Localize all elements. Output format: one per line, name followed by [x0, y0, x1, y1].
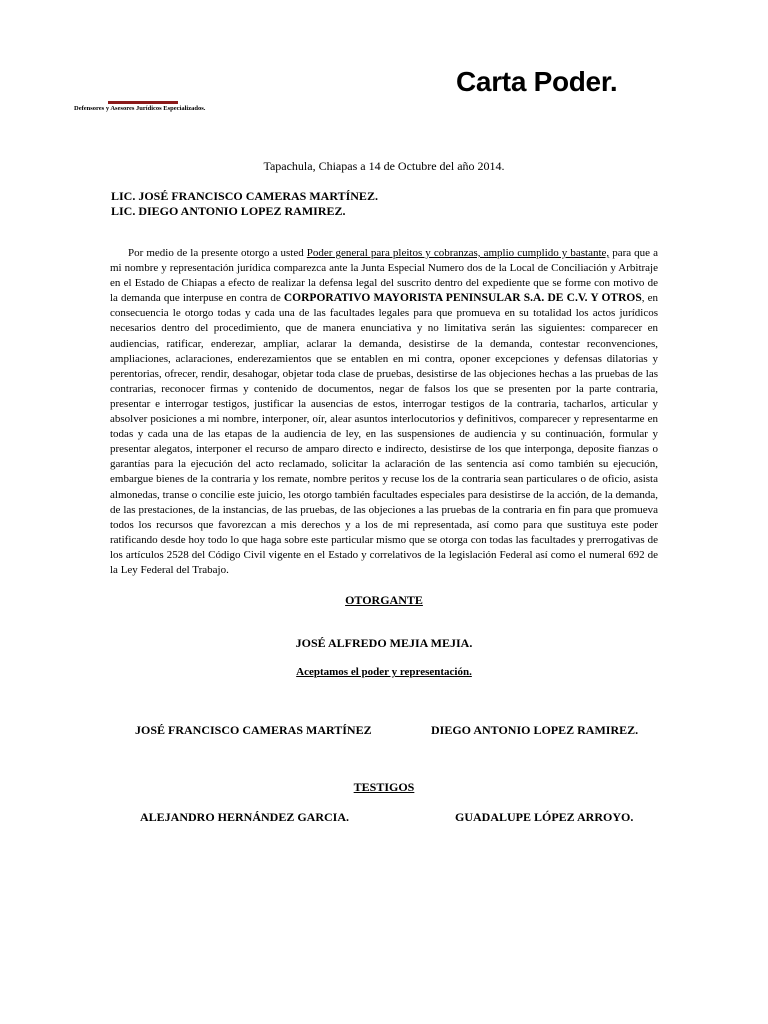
attorney-signature-2: DIEGO ANTONIO LOPEZ RAMIREZ.: [431, 723, 639, 737]
witness-2-name: GUADALUPE LÓPEZ ARROYO.: [455, 810, 634, 824]
grantor-heading: OTORGANTE: [345, 593, 423, 607]
witness-1-name: ALEJANDRO HERNÁNDEZ GARCIA.: [140, 810, 350, 824]
logo-accent-bar: [108, 101, 178, 104]
body-intro: Por medio de la presente otorgo a usted: [128, 247, 307, 259]
defendant-name: CORPORATIVO MAYORISTA PENINSULAR S.A. DE C.V. Y OTROS: [283, 292, 642, 305]
body-paragraph: [110, 246, 658, 578]
addressee-2: LIC. DIEGO ANTONIO LOPEZ RAMIREZ.: [111, 204, 346, 218]
place-and-date: Tapachula, Chiapas a 14 de Octubre del año 2014.: [263, 159, 505, 173]
acceptance-statement: Aceptamos el poder y representación.: [296, 666, 472, 678]
body-text-1: para que a mi nombre y representación jurídica comparezca ante la Junta Especial Numero dos de la Local de Conciliación y Arbitraje en el Estado de Chiapas a efecto de realizar la defensa legal del suscrito dentro del expediente que se forme con motivo de la demanda que interpuse en contra de: [110, 247, 659, 305]
document-title: Carta Poder.: [456, 66, 618, 97]
power-type: Poder general para pleitos y cobranzas, amplio cumplido y bastante,: [306, 247, 610, 259]
addressee-1: LIC. JOSÉ FRANCISCO CAMERAS MARTÍNEZ.: [111, 189, 378, 203]
firm-name: Defensores y Asesores Jurídicos Especializados.: [74, 105, 206, 112]
body-text-2: , en consecuencia le otorgo todas y cada una de las facultades legales para que promueva en su totalidad los actos jurídicos necesarios dentro del procedimiento, que de manera enunciativa y no limitativa serán las siguientes: comparecer en audiencias, ratificar, enderezar, ampliar, aclarar la demanda, desistirse de la demanda, contestar reconvenciones, ampliaciones, aclaraciones, enderezamientos que se entablen en mi contra, oponer excepciones y defensas dilatorias y perentorias, ofrecer, rendir, desahogar, objetar toda clase de pruebas, desistirse de las objeciones hechas a las pruebas de las contrarias, reconocer firmas y contenido de documentos, negar de falsos los que se presenten por la parte contraria, presentar e interrogar testigos, justificar la ausencias de estos, interrogar testigos de la contraria, tacharlos, articular y absolver posiciones a mi nombre, interponer, oír, alear asuntos interlocutorios y definitivos, comparecer y representarme en todas y cada una de las etapas de la audiencia de ley, en las suspensiones de audiencia y su continuación, formular y presentar alegatos, interponer el recurso de amparo directo e indirecto, desistirse de los que interponga, deposite fianzas o garantías para la ejecución del acto reclamado, solicitar la aclaración de las sentencia así como también su ejecución, embargue bienes de la contraria y los remate, nombre peritos y recuse los de la contraria sean particulares o de oficio, asista almonedas, transe o concilie este juicio, les otorgo también facultades especiales para desistirse de la acción, de la demanda, de las prestaciones, de la instancias, de las pruebas, de las objeciones a las pruebas de la contraria en fin para que promueva todos los recursos que favorezcan a mis derechos y a los de mi representada, así como para que sustituya este poder ratificando desde hoy todo lo que haga sobre este particular mismo que se otorga con todas las facultades y prerrogativas de los artículos 2528 del Código Civil vigente en el Estado y correlativos de la legislación Federal así como el numeral 692 de la Ley Federal del Trabajo.: [110, 292, 658, 576]
grantor-name: JOSÉ ALFREDO MEJIA MEJIA.: [295, 636, 473, 650]
attorney-signature-1: JOSÉ FRANCISCO CAMERAS MARTÍNEZ: [135, 723, 372, 737]
witnesses-heading: TESTIGOS: [353, 780, 415, 794]
